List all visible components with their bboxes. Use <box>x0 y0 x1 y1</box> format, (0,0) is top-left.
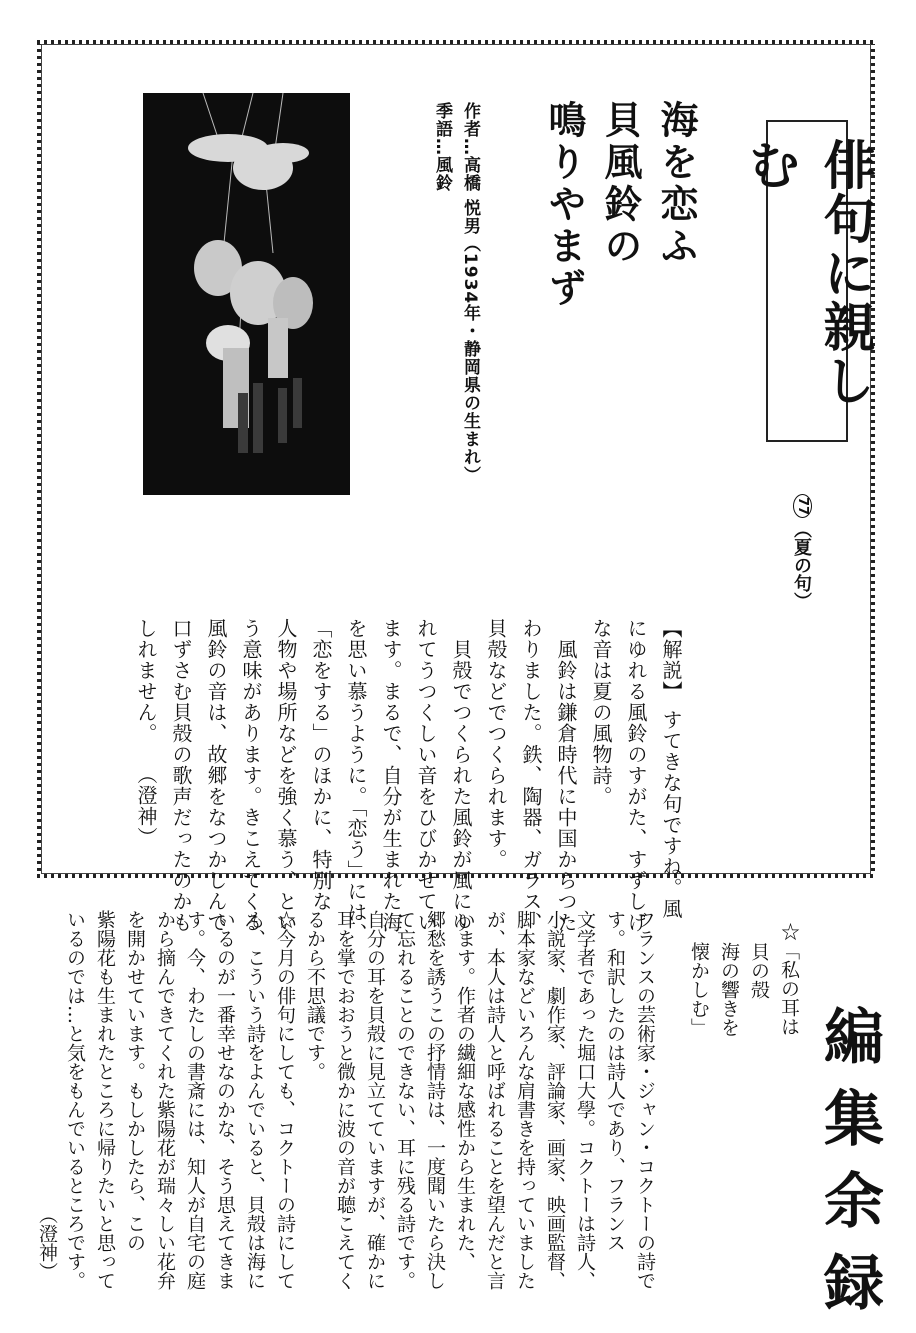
series-title: 俳句に親しむ <box>739 138 875 408</box>
essay-line: す。和訳したのは詩人であり、フランス <box>604 910 626 1252</box>
essay-line: も、こういう詩をよんでいると、貝殻は海に <box>244 910 266 1290</box>
essay-line: 耳を掌でおおうと微かに波の音が聴こえてく <box>334 910 356 1290</box>
essay-line: から摘んできてくれた紫陽花が瑞々しい花弁 <box>154 910 176 1290</box>
commentary <box>128 618 688 944</box>
essay-line: 郷愁を誘うこの抒情詩は、一度聞いたら決し <box>424 910 446 1290</box>
essay-line: いるのが一番幸せなのかな、そう思えてきま <box>214 910 236 1290</box>
poem-line: 貝の殻 <box>748 942 770 999</box>
commentary-line: しれません。 <box>134 618 158 744</box>
haiku-line: 鳴りやまず <box>542 100 587 310</box>
commentary-signature: （澄神） <box>134 764 158 848</box>
poem-line: 懐かしむ」 <box>688 942 710 1037</box>
commentary-line: 「恋をする」のほかに、特別な <box>309 618 333 912</box>
commentary-line: う意味があります。きこえてくる <box>239 618 263 933</box>
commentary-line: を思い慕うように。「恋う」には、 <box>344 618 368 944</box>
series-title-box <box>739 120 875 442</box>
essay-line: フランスの芸術家・ジャン・コクトーの詩で <box>634 910 656 1290</box>
author-line: 作者…高橋 悦男（1934年・静岡県の生まれ） <box>460 102 480 485</box>
season-label: （夏の句） <box>791 520 812 610</box>
editorial-poem <box>684 922 804 1037</box>
number-badge: 77 <box>793 494 812 518</box>
author-info <box>428 102 484 484</box>
commentary-line: 口ずさむ貝殻の歌声だったのかも <box>169 618 193 933</box>
essay-line: るから不思議です。 <box>304 910 326 1081</box>
editorial-title: 編集余録 <box>814 1005 884 1333</box>
essay-line: が、本人は詩人と呼ばれることを望んだと言 <box>484 910 506 1290</box>
essay-line: 脚本家などいろんな肩書きを持っていました <box>514 910 536 1290</box>
commentary-line: 貝殻でつくられた風鈴が風にゆ <box>449 618 473 933</box>
essay-line: て忘れることのできない、耳に残る詩です。 <box>394 910 416 1290</box>
poem-line: 海の響きを <box>718 942 740 1037</box>
essay-line: 文学者であった堀口大學。コクトーは詩人、 <box>574 910 596 1290</box>
poem-line: ☆「私の耳は <box>778 922 800 1036</box>
commentary-line: ます。まるで、自分が生まれた海 <box>379 618 403 933</box>
commentary-line: 人物や場所などを強く慕う、とい <box>274 618 298 933</box>
commentary-line: な音は夏の風物詩。 <box>589 618 613 807</box>
editorial-body <box>60 910 660 1290</box>
commentary-line: 風鈴の音は、故郷をなつかしんで <box>204 618 228 933</box>
haiku-line: 貝風鈴の <box>598 100 643 268</box>
essay-line: 自分の耳を貝殻に見立てていますが、確かに <box>364 910 386 1290</box>
commentary-line: 貝殻などでつくられます。 <box>484 618 508 870</box>
commentary-line: れてうつくしい音をひびかせてい <box>414 618 438 933</box>
essay-line: ☆今月の俳句にしても、コクトーの詩にして <box>274 910 296 1290</box>
commentary-line: 【解説】 すてきな句ですね。風 <box>659 618 683 920</box>
commentary-line: わりました。鉄、陶器、ガラス、 <box>519 618 543 933</box>
essay-line: 紫陽花も生まれたところに帰りたいと思って <box>94 910 116 1290</box>
essay-line: す。今、わたしの書斎には、知人が自宅の庭 <box>184 910 206 1290</box>
essay-line: います。作者の繊細な感性から生まれた、 <box>454 910 476 1271</box>
commentary-line: 風鈴は鎌倉時代に中国からつた <box>554 618 578 933</box>
essay-line: いるのでは…と気をもんでいるところです。 <box>64 910 86 1290</box>
haiku <box>536 100 704 310</box>
wind-chime-photo <box>143 93 350 495</box>
commentary-line: にゆれる風鈴のすがた、すずしげ <box>624 618 648 933</box>
haiku-number <box>792 494 813 518</box>
kigo-line: 季語…風鈴 <box>432 102 452 192</box>
essay-line: 小説家、劇作家、評論家、画家、映画監督、 <box>544 910 566 1290</box>
essay-line: を開かせています。もしかしたら、この <box>124 910 146 1252</box>
haiku-line: 海を恋ふ <box>654 100 699 268</box>
editorial-signature: （澄神） <box>36 1205 58 1281</box>
